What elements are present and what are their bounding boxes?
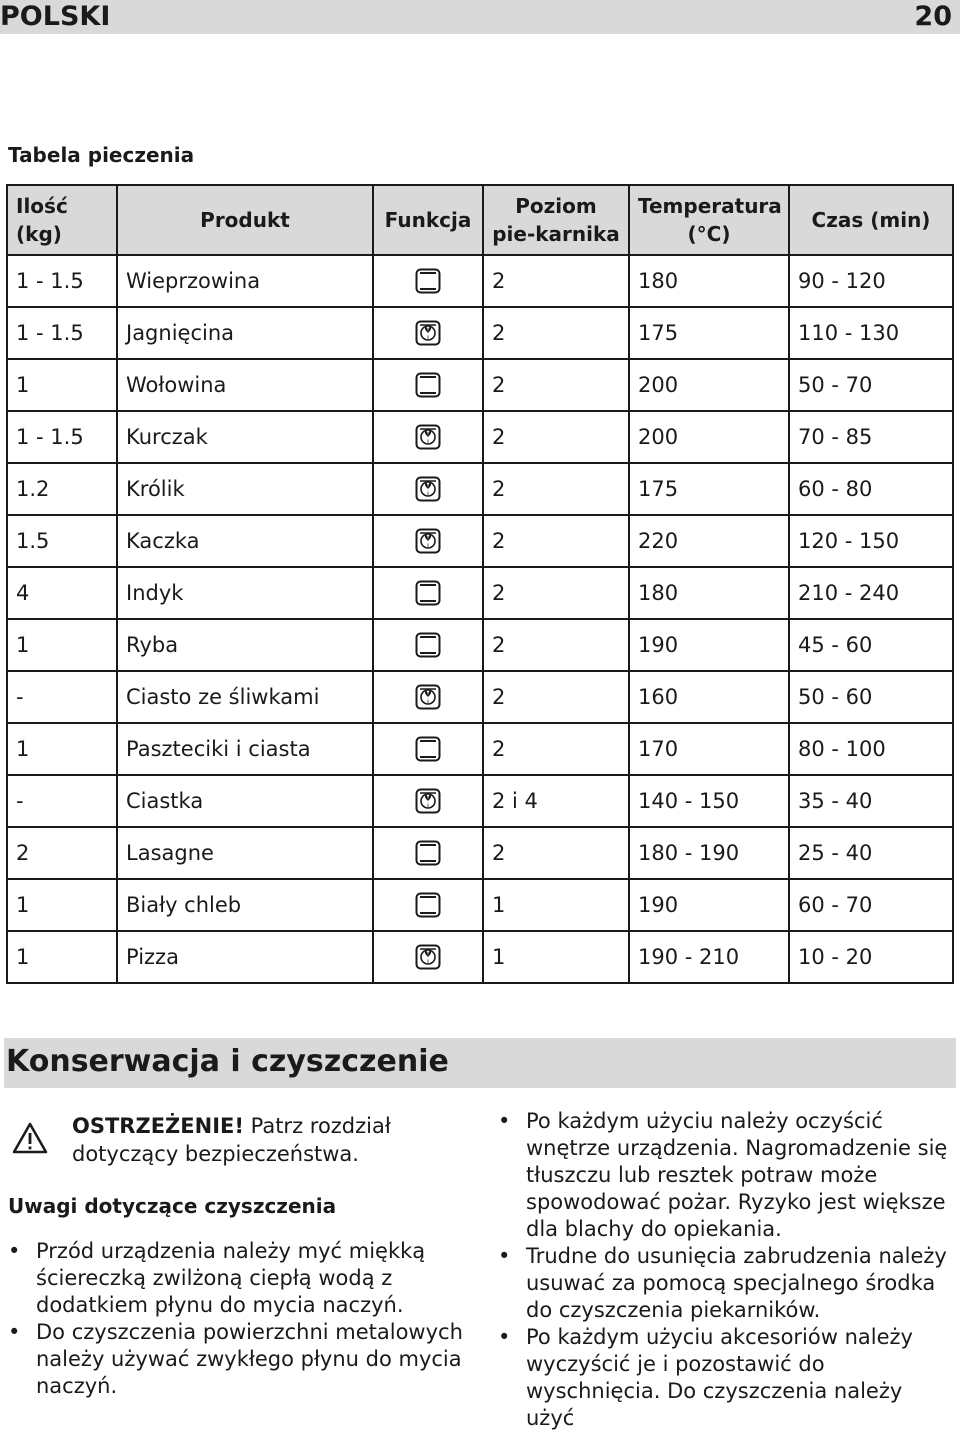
- list-item: • Przód urządzenia należy myć miękką ściereczką zwilżoną ciepłą wodą z dodatkiem płynu do mycia naczyń.: [8, 1238, 468, 1319]
- temperature-cell: 200: [629, 411, 789, 463]
- section-title: Konserwacja i czyszczenie: [6, 1044, 449, 1079]
- time-cell: 80 - 100: [789, 723, 953, 775]
- list-item: • Do czyszczenia powierzchni metalowych należy używać zwykłego płynu do mycia naczyń.: [8, 1319, 468, 1400]
- amount-cell: 1: [7, 931, 117, 983]
- amount-cell: -: [7, 671, 117, 723]
- product-cell: Królik: [117, 463, 373, 515]
- page-number: 20: [914, 1, 952, 32]
- list-item: • Po każdym użyciu akcesoriów należy wyczyścić je i pozostawić do wyschnięcia. Do czyszczenia należy użyć: [498, 1324, 956, 1432]
- time-cell: 120 - 150: [789, 515, 953, 567]
- table-row: [7, 723, 953, 775]
- table-row: [7, 619, 953, 671]
- product-cell: Wołowina: [117, 359, 373, 411]
- level-cell: 1: [483, 931, 629, 983]
- level-cell: 2: [483, 411, 629, 463]
- fan-heat-icon: [415, 528, 441, 552]
- time-cell: 25 - 40: [789, 827, 953, 879]
- function-cell: [373, 619, 483, 671]
- product-cell: Ryba: [117, 619, 373, 671]
- temperature-cell: 190 - 210: [629, 931, 789, 983]
- table-row: [7, 411, 953, 463]
- warning-label: OSTRZEŻENIE!: [72, 1114, 244, 1138]
- temperature-cell: 170: [629, 723, 789, 775]
- fan-heat-icon: [415, 684, 441, 708]
- baking-table-title: Tabela pieczenia: [8, 143, 195, 167]
- function-cell: [373, 775, 483, 827]
- time-cell: 50 - 70: [789, 359, 953, 411]
- function-cell: [373, 255, 483, 307]
- level-cell: 2: [483, 723, 629, 775]
- amount-cell: 2: [7, 827, 117, 879]
- conventional-heat-icon: [415, 892, 441, 916]
- level-cell: 2: [483, 463, 629, 515]
- table-row: [7, 827, 953, 879]
- list-item: • Trudne do usunięcia zabrudzenia należy usuwać za pomocą specjalnego środka do czyszczenia piekarników.: [498, 1243, 956, 1324]
- table-row: [7, 879, 953, 931]
- product-cell: Jagnięcina: [117, 307, 373, 359]
- conventional-heat-icon: [415, 268, 441, 292]
- product-cell: Lasagne: [117, 827, 373, 879]
- level-cell: 2: [483, 307, 629, 359]
- function-cell: [373, 723, 483, 775]
- temperature-cell: 190: [629, 879, 789, 931]
- fan-heat-icon: [415, 476, 441, 500]
- column-header-temperature: Temperatura (°C): [629, 185, 789, 255]
- amount-cell: 1 - 1.5: [7, 307, 117, 359]
- product-cell: Ciasto ze śliwkami: [117, 671, 373, 723]
- amount-cell: 1.5: [7, 515, 117, 567]
- time-cell: 110 - 130: [789, 307, 953, 359]
- amount-cell: 1: [7, 723, 117, 775]
- level-cell: 2: [483, 515, 629, 567]
- amount-cell: 4: [7, 567, 117, 619]
- amount-cell: 1: [7, 879, 117, 931]
- product-cell: Kurczak: [117, 411, 373, 463]
- time-cell: 60 - 80: [789, 463, 953, 515]
- conventional-heat-icon: [415, 580, 441, 604]
- function-cell: [373, 515, 483, 567]
- function-cell: [373, 827, 483, 879]
- amount-cell: 1 - 1.5: [7, 411, 117, 463]
- conventional-heat-icon: [415, 372, 441, 396]
- function-cell: [373, 307, 483, 359]
- level-cell: 1: [483, 879, 629, 931]
- table-row: [7, 567, 953, 619]
- right-column: [498, 1108, 956, 1432]
- amount-cell: 1 - 1.5: [7, 255, 117, 307]
- fan-heat-icon: [415, 320, 441, 344]
- conventional-heat-icon: [415, 632, 441, 656]
- time-cell: 45 - 60: [789, 619, 953, 671]
- product-cell: Wieprzowina: [117, 255, 373, 307]
- conventional-heat-icon: [415, 736, 441, 760]
- amount-cell: 1: [7, 359, 117, 411]
- product-cell: Ciastka: [117, 775, 373, 827]
- table-row: [7, 671, 953, 723]
- fan-heat-icon: [415, 424, 441, 448]
- fan-heat-icon: [415, 944, 441, 968]
- level-cell: 2: [483, 255, 629, 307]
- temperature-cell: 180 - 190: [629, 827, 789, 879]
- cleaning-instructions-list: [498, 1108, 956, 1432]
- level-cell: 2 i 4: [483, 775, 629, 827]
- function-cell: [373, 567, 483, 619]
- level-cell: 2: [483, 619, 629, 671]
- table-row: [7, 307, 953, 359]
- temperature-cell: 140 - 150: [629, 775, 789, 827]
- temperature-cell: 200: [629, 359, 789, 411]
- list-item: • Po każdym użyciu należy oczyścić wnętrze urządzenia. Nagromadzenie się tłuszczu lub resztek potraw może spowodować pożar. Ryzyko jest większe dla blachy do opiekania.: [498, 1108, 956, 1243]
- table-row: [7, 359, 953, 411]
- time-cell: 70 - 85: [789, 411, 953, 463]
- level-cell: 2: [483, 567, 629, 619]
- product-cell: Indyk: [117, 567, 373, 619]
- function-cell: [373, 671, 483, 723]
- temperature-cell: 220: [629, 515, 789, 567]
- function-cell: [373, 879, 483, 931]
- warning-icon: [12, 1122, 48, 1154]
- warning-block: [8, 1112, 468, 1168]
- temperature-cell: 175: [629, 463, 789, 515]
- product-cell: Pizza: [117, 931, 373, 983]
- time-cell: 10 - 20: [789, 931, 953, 983]
- temperature-cell: 190: [629, 619, 789, 671]
- table-row: [7, 931, 953, 983]
- column-header-function: Funkcja: [373, 185, 483, 255]
- warning-text: Patrz rozdział dotyczący bezpieczeństwa.: [72, 1114, 391, 1166]
- column-header-level: Poziom pie-karnika: [483, 185, 629, 255]
- time-cell: 35 - 40: [789, 775, 953, 827]
- time-cell: 60 - 70: [789, 879, 953, 931]
- column-header-time: Czas (min): [789, 185, 953, 255]
- function-cell: [373, 411, 483, 463]
- cleaning-notes-title: Uwagi dotyczące czyszczenia: [8, 1194, 337, 1218]
- function-cell: [373, 359, 483, 411]
- level-cell: 2: [483, 359, 629, 411]
- level-cell: 2: [483, 671, 629, 723]
- temperature-cell: 180: [629, 567, 789, 619]
- language-label: POLSKI: [0, 1, 111, 32]
- conventional-heat-icon: [415, 840, 441, 864]
- table-row: [7, 463, 953, 515]
- time-cell: 50 - 60: [789, 671, 953, 723]
- product-cell: Kaczka: [117, 515, 373, 567]
- column-header-product: Produkt: [117, 185, 373, 255]
- table-row: [7, 775, 953, 827]
- time-cell: 90 - 120: [789, 255, 953, 307]
- product-cell: Biały chleb: [117, 879, 373, 931]
- function-cell: [373, 931, 483, 983]
- temperature-cell: 180: [629, 255, 789, 307]
- temperature-cell: 160: [629, 671, 789, 723]
- amount-cell: 1.2: [7, 463, 117, 515]
- time-cell: 210 - 240: [789, 567, 953, 619]
- amount-cell: -: [7, 775, 117, 827]
- table-header-row: [7, 185, 953, 255]
- column-header-amount: Ilość (kg): [7, 185, 117, 255]
- table-row: [7, 515, 953, 567]
- page-header: [0, 0, 960, 34]
- level-cell: 2: [483, 827, 629, 879]
- product-cell: Paszteciki i ciasta: [117, 723, 373, 775]
- table-row: [7, 255, 953, 307]
- temperature-cell: 175: [629, 307, 789, 359]
- fan-heat-icon: [415, 788, 441, 812]
- cleaning-notes-list: [8, 1238, 468, 1400]
- amount-cell: 1: [7, 619, 117, 671]
- baking-table: [6, 184, 954, 984]
- left-column: [8, 1112, 468, 1400]
- function-cell: [373, 463, 483, 515]
